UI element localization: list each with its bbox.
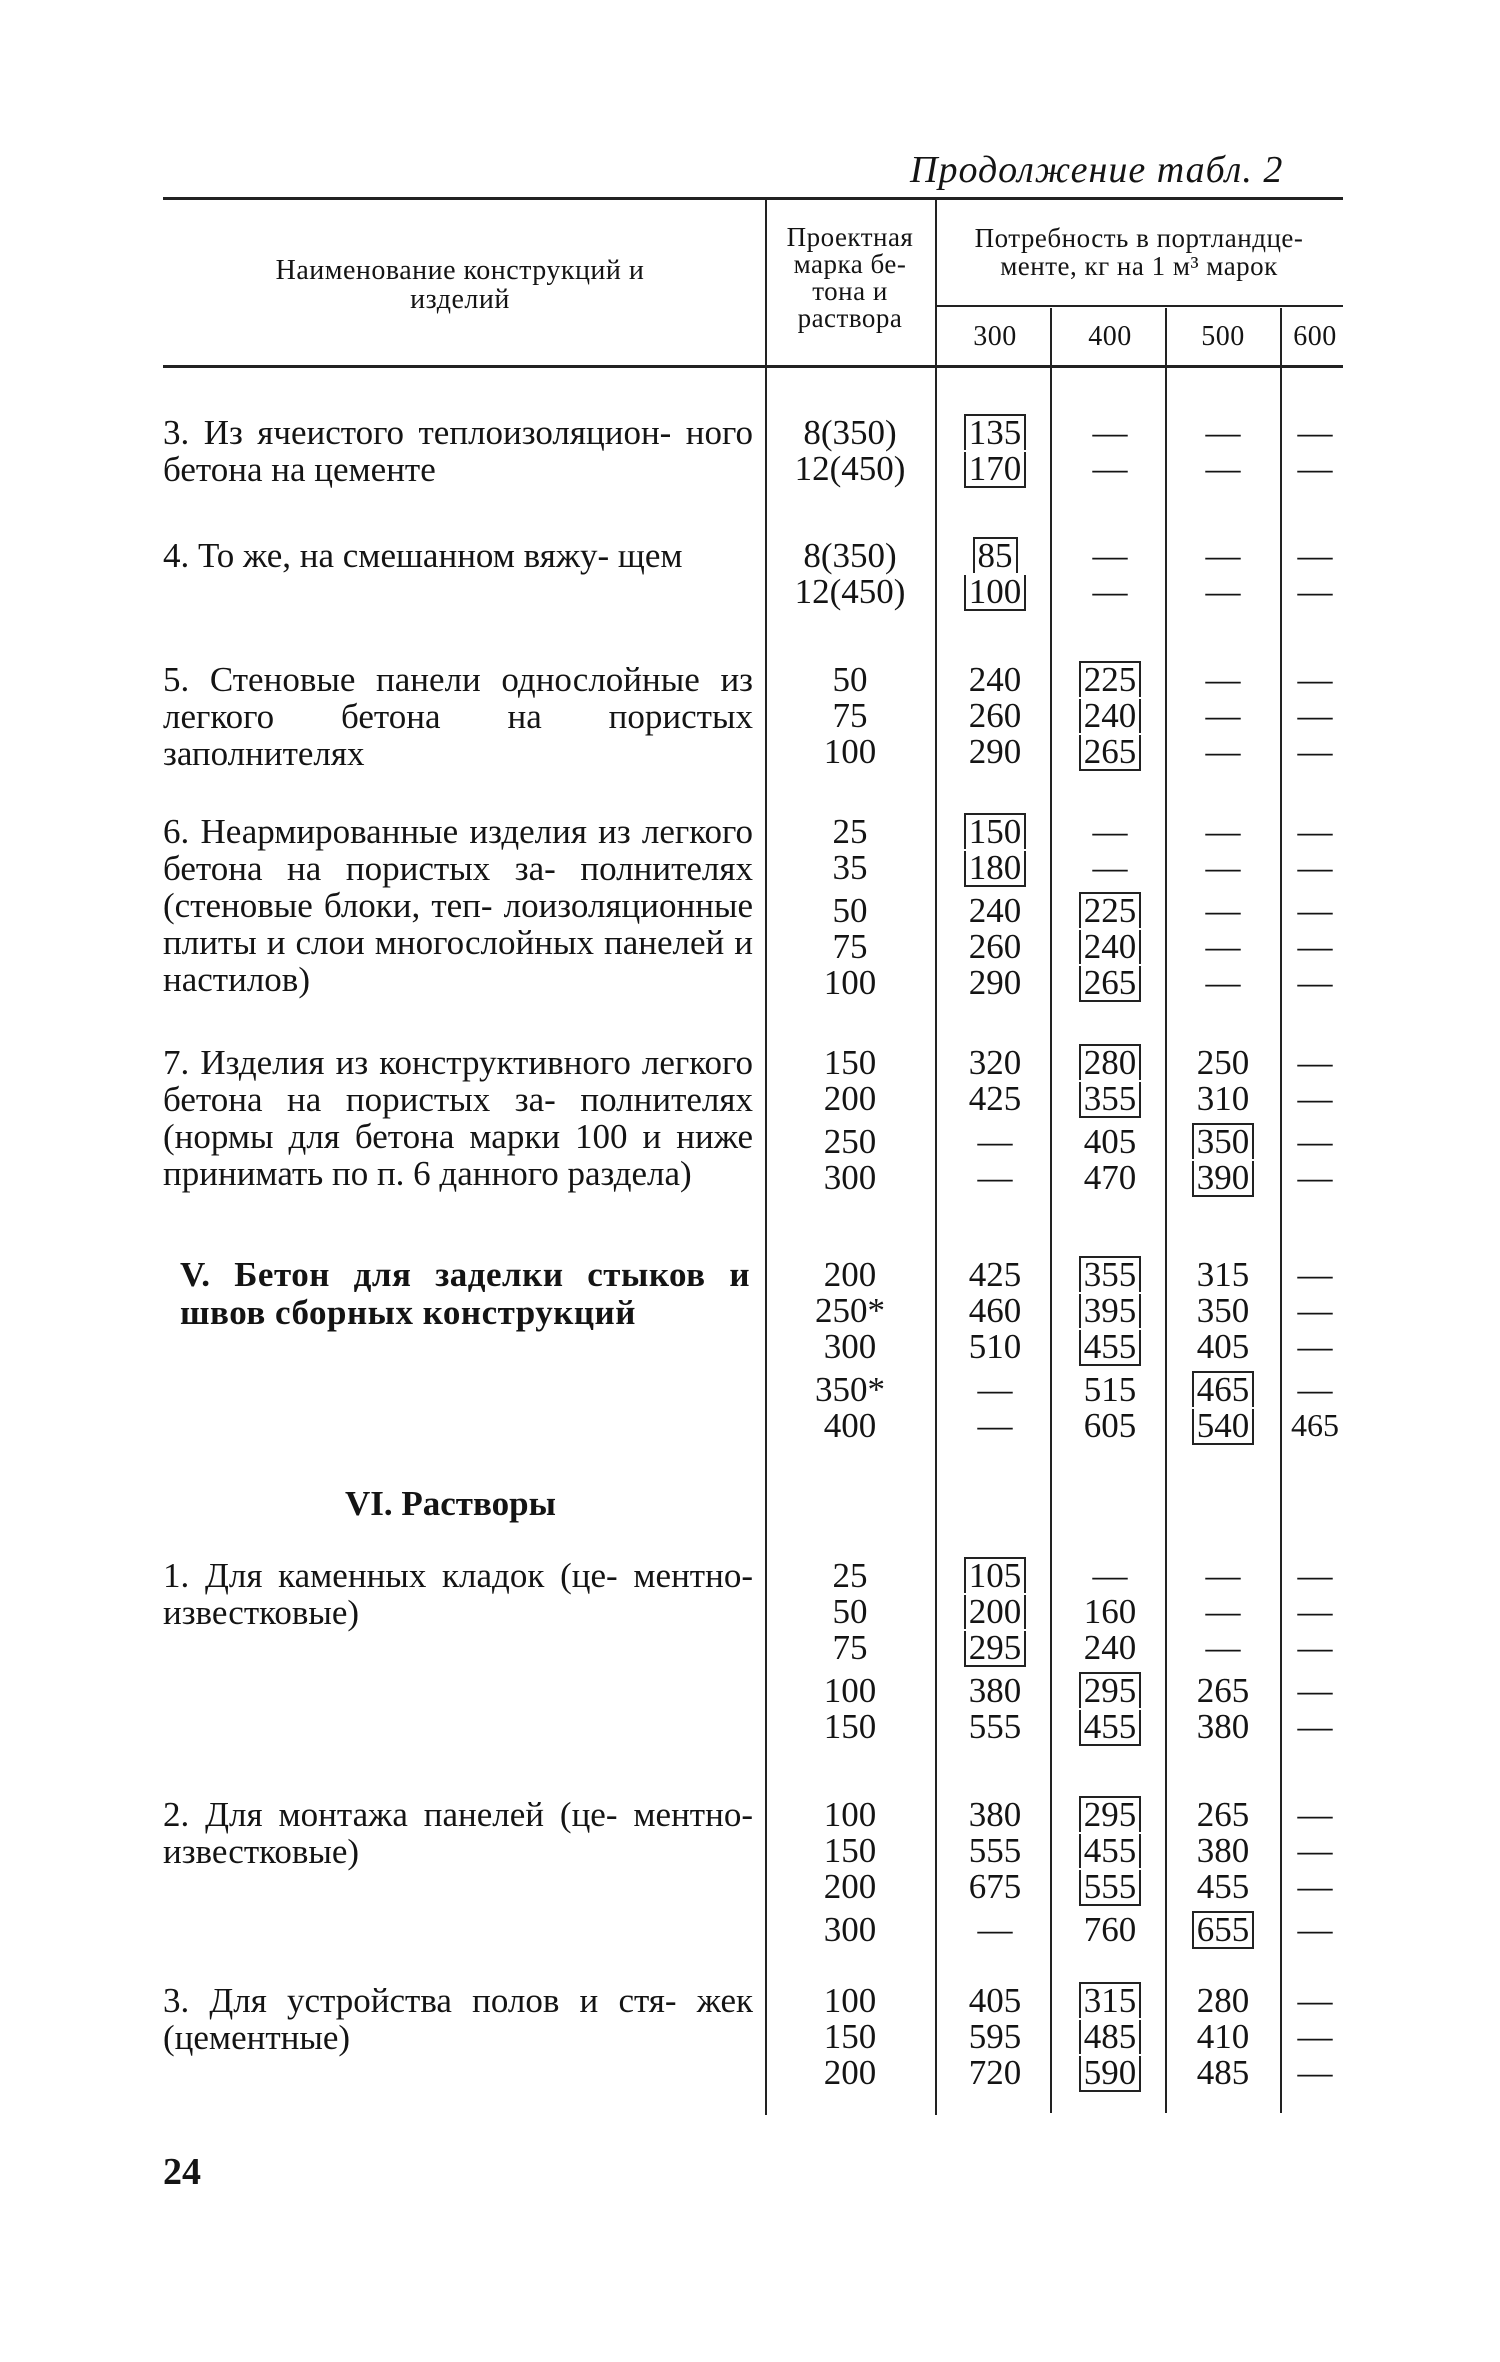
- c300-cell: 85 100: [940, 537, 1050, 609]
- c300-cell: 105 200 295 380 555: [940, 1557, 1050, 1744]
- c300-cell: 320 425 — —: [968, 1043, 1022, 1197]
- c600-cell: — — — — —: [1297, 1556, 1333, 1746]
- c600-divider: [1280, 308, 1282, 2113]
- grade-cell: 100 150 200 300: [823, 1795, 877, 1949]
- grade-cell: 8(350) 12(450): [794, 536, 906, 611]
- c400-cell: — —: [1092, 536, 1128, 611]
- c500-cell: 265 380 455 655: [1168, 1796, 1278, 1947]
- c400-divider: [1050, 308, 1052, 2113]
- grade-cell: 50 75 100: [823, 660, 877, 771]
- c300-cell: 380 555 675 —: [968, 1795, 1022, 1949]
- c300-cell: 135 170: [940, 414, 1050, 486]
- row-description: 3. Из ячеистого теплоизоляцион- ного бетона на цементе: [163, 413, 753, 489]
- c600-cell: — — — —: [1297, 1043, 1333, 1197]
- c600-cell: — — — —: [1297, 1795, 1333, 1949]
- grade-cell: 25 35 50 75 100: [823, 812, 877, 1002]
- c600-cell: — — —: [1297, 660, 1333, 771]
- c400-cell: — 160 240 295 455: [1055, 1557, 1165, 1744]
- section-v-title: V. Бетон для заделки стыков и швов сборных конструкций: [180, 1255, 750, 1332]
- row-description: 2. Для монтажа панелей (це- ментно-известковые): [163, 1795, 753, 1871]
- c500-cell: — — —: [1205, 660, 1241, 771]
- need-col-divider: [935, 200, 937, 2115]
- grade-cell: 100 150 200: [823, 1981, 877, 2092]
- c400-cell: 280 355 405 470: [1055, 1044, 1165, 1195]
- c300-cell: 240 260 290: [968, 660, 1022, 771]
- c600-cell: — — — — —: [1297, 812, 1333, 1002]
- c400-cell: — — 225 240 265: [1055, 813, 1165, 1000]
- row-description: 1. Для каменных кладок (це- ментно-известковые): [163, 1556, 753, 1632]
- top-rule: [163, 197, 1343, 200]
- c500-cell: 315 350 405 465 540: [1168, 1256, 1278, 1443]
- row-description: 6. Неармированные изделия из легкого бетона на пористых за- полнителях (стеновые блоки, теп- лоизоляционные плиты и слои многослойных панелей и настилов): [163, 812, 753, 999]
- header-grade-600: 600: [1293, 321, 1337, 352]
- c600-cell: — — —: [1297, 1981, 1333, 2092]
- c300-cell: 150 180 240 260 290: [940, 813, 1050, 1000]
- row-description: 5. Стеновые панели однослойные из легкого бетона на пористых заполнителях: [163, 660, 753, 773]
- c600-cell: — —: [1297, 536, 1333, 611]
- header-name: Наименование конструкций и изделий: [275, 255, 645, 315]
- c400-cell: — —: [1092, 413, 1128, 488]
- header-grade-400: 400: [1088, 321, 1132, 352]
- header-grade-300: 300: [973, 321, 1017, 352]
- c500-cell: 250 310 350 390: [1168, 1044, 1278, 1195]
- grade-cell: 200 250* 300 350* 400: [815, 1255, 885, 1445]
- row-description: 7. Изделия из конструктивного легкого бетона на пористых за- полнителях (нормы для бетона марки 100 и ниже принимать по п. 6 данного раздела): [163, 1043, 753, 1193]
- c300-cell: 405 595 720: [968, 1981, 1022, 2092]
- c300-cell: 425 460 510 — —: [968, 1255, 1022, 1445]
- header-need: Потребность в портландце- менте, кг на 1 м³ марок: [974, 223, 1304, 281]
- page-number: 24: [163, 2151, 201, 2193]
- section-vi-title: VI. Растворы: [345, 1484, 556, 1523]
- c500-cell: — — — — —: [1205, 812, 1241, 1002]
- row-description: 4. То же, на смешанном вяжу- щем: [163, 536, 683, 575]
- c500-cell: — —: [1205, 536, 1241, 611]
- c400-cell: 355 395 455 515 605: [1055, 1256, 1165, 1443]
- header-grade-500: 500: [1201, 321, 1245, 352]
- c400-cell: 295 455 555 760: [1055, 1796, 1165, 1947]
- header-grade: Проектная марка бе- тона и раствора: [786, 222, 914, 333]
- grade-cell: 25 50 75 100 150: [823, 1556, 877, 1746]
- c500-cell: 280 410 485: [1196, 1981, 1250, 2092]
- c500-cell: — —: [1205, 413, 1241, 488]
- row-description: 3. Для устройства полов и стя- жек (цементные): [163, 1981, 753, 2057]
- c500-divider: [1165, 308, 1167, 2113]
- c600-cell: — — — — 465: [1291, 1255, 1339, 1443]
- c600-cell: — —: [1297, 413, 1333, 488]
- grade-cell: 8(350) 12(450): [794, 413, 906, 488]
- grade-cell: 150 200 250 300: [823, 1043, 877, 1197]
- subheader-rule: [935, 305, 1343, 307]
- c400-cell: 315 485 590: [1055, 1982, 1165, 2090]
- c400-cell: 225 240 265: [1055, 661, 1165, 769]
- table-caption: Продолжение табл. 2: [910, 149, 1284, 191]
- grade-col-divider: [765, 200, 767, 2115]
- c500-cell: — — — 265 380: [1196, 1556, 1250, 1746]
